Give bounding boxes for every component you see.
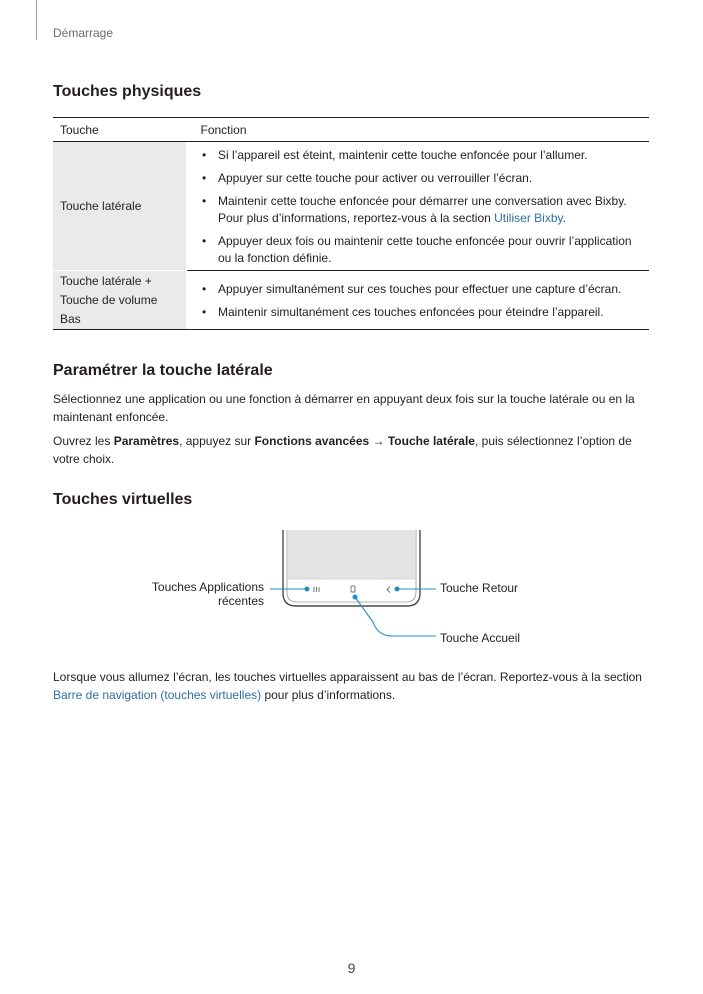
- arrow-icon: →: [369, 434, 388, 448]
- page-number: 9: [347, 960, 356, 976]
- instruction-text: , appuyez sur: [179, 434, 255, 448]
- menu-settings: Paramètres: [113, 434, 180, 448]
- soft-keys-description: [53, 668, 649, 704]
- table-row: [53, 142, 649, 271]
- description-text: Lorsque vous allumez l’écran, les touches virtuelles apparaissent au bas de l’écran. Reportez-vous à la section: [53, 670, 642, 684]
- key-functions: [187, 271, 650, 330]
- label-home-key: Touche Accueil: [440, 631, 521, 645]
- side-key-instructions: [53, 432, 649, 468]
- function-item: • Appuyer sur cette touche pour activer ou verrouiller l’écran.: [201, 170, 643, 187]
- physical-keys-table: [53, 117, 649, 330]
- key-name: [53, 271, 187, 330]
- instruction-text: Ouvrez les: [53, 434, 114, 448]
- key-name-line: Touche latérale +: [60, 273, 152, 288]
- key-name-line: Bas: [60, 311, 81, 326]
- function-text: Maintenir cette touche enfoncée pour démarrer une conversation avec Bixby. Pour plus d’informations, reportez-vous à la section: [218, 193, 627, 225]
- phone-illustration: [283, 530, 420, 606]
- key-name-line: Touche de volume: [60, 292, 158, 307]
- instruction-text: , puis sélectionnez l’option de votre choix.: [53, 434, 632, 466]
- heading-physical-keys: Touches physiques: [53, 83, 202, 100]
- key-functions: [187, 142, 650, 271]
- table-header-row: [53, 118, 649, 142]
- menu-side-key: Touche latérale: [387, 434, 475, 448]
- label-line: Touches Applications: [151, 580, 264, 594]
- back-icon: [387, 587, 390, 593]
- function-item: • Appuyer simultanément sur ces touches pour effectuer une capture d’écran.: [201, 281, 643, 298]
- home-icon: [351, 586, 355, 592]
- function-text-end: .: [562, 210, 566, 225]
- label-back-key: Touche Retour: [440, 581, 519, 595]
- function-item: • Si l’appareil est éteint, maintenir cette touche enfoncée pour l’allumer.: [201, 147, 643, 164]
- callout-dots: [305, 587, 400, 600]
- column-header-function: Fonction: [187, 118, 650, 142]
- table-row: [53, 271, 649, 330]
- header-divider: [36, 0, 37, 40]
- column-header-key: Touche: [53, 118, 187, 142]
- function-item: • Maintenir simultanément ces touches enfoncées pour éteindre l’appareil.: [201, 304, 643, 321]
- label-recent-apps-key: [140, 580, 264, 608]
- function-item: [201, 193, 643, 227]
- callout-lines: [270, 589, 436, 636]
- section-header: Démarrage: [53, 26, 114, 40]
- recent-apps-icon: [314, 587, 319, 592]
- description-text-end: pour plus d’informations.: [261, 688, 396, 702]
- heading-side-key: Paramétrer la touche latérale: [53, 362, 273, 379]
- link-utiliser-bixby[interactable]: Utiliser Bixby: [494, 210, 563, 225]
- link-navigation-bar[interactable]: Barre de navigation (touches virtuelles): [53, 688, 262, 702]
- label-line: récentes: [217, 594, 264, 608]
- side-key-description: Sélectionnez une application ou une fonction à démarrer en appuyant deux fois sur la touche latérale ou en la maintenant enfoncée.: [53, 392, 635, 424]
- key-name: Touche latérale: [53, 142, 187, 271]
- heading-soft-keys: Touches virtuelles: [53, 491, 193, 508]
- function-item: • Appuyer deux fois ou maintenir cette touche enfoncée pour ouvrir l’application ou la fonction définie.: [201, 233, 643, 267]
- menu-advanced-features: Fonctions avancées: [254, 434, 370, 448]
